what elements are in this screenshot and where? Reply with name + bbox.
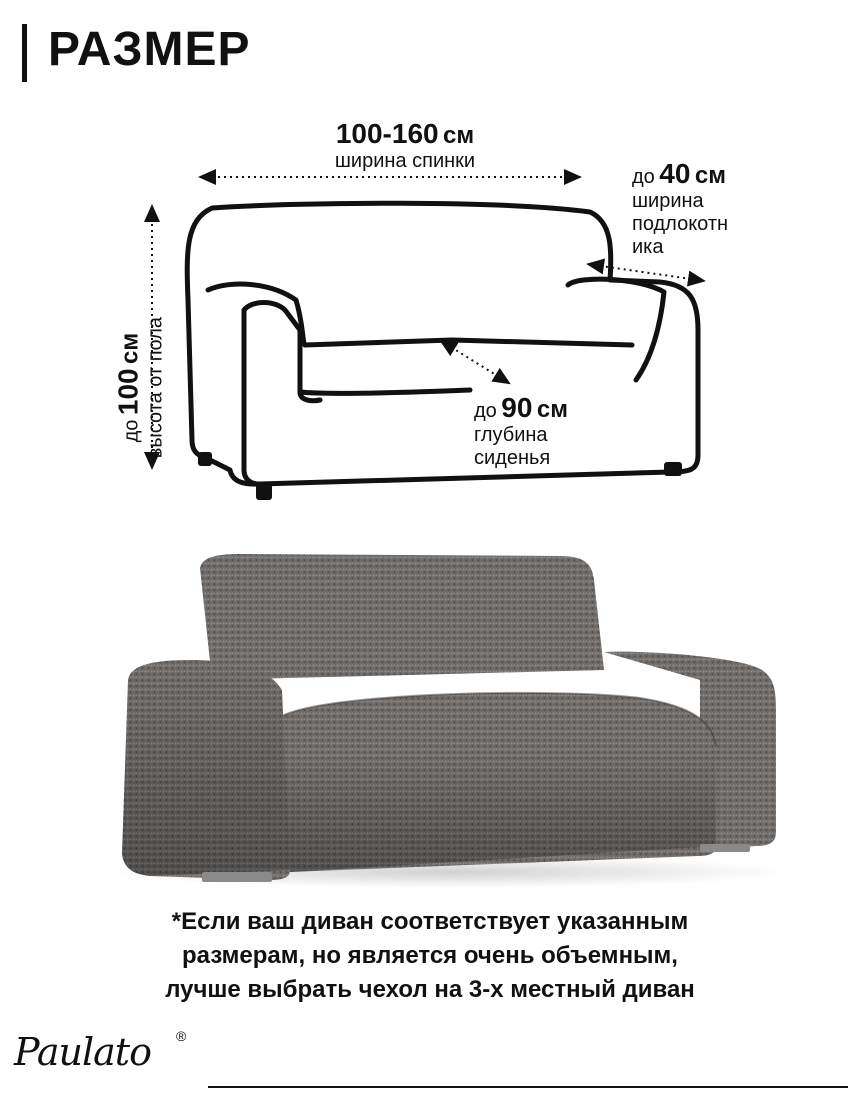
armrest-caption-line: ширина <box>632 190 704 213</box>
registered-mark: ® <box>176 1028 187 1044</box>
height-label <box>112 278 167 498</box>
seat-depth-label <box>474 392 674 470</box>
armrest-value: 40 <box>659 158 691 189</box>
sofa-leg <box>256 484 272 500</box>
armrest-label <box>632 158 832 259</box>
seat-depth-value: 90 <box>501 392 533 423</box>
sofa-back <box>200 554 604 680</box>
note-line: размерам, но является очень объемным, <box>182 942 678 969</box>
armrest-unit: см <box>694 162 726 189</box>
armrest-prefix: до <box>632 166 655 188</box>
sofa-product-photo <box>0 520 859 900</box>
brand-logo: Paulato <box>14 1030 151 1074</box>
size-recommendation-note <box>40 905 820 1007</box>
seat-depth-unit: см <box>536 396 568 423</box>
sofa-leg <box>198 452 212 466</box>
seat-depth-caption-line: глубина <box>474 424 548 447</box>
height-unit: см <box>116 332 144 364</box>
height-prefix: до <box>120 419 143 443</box>
page-title: РАЗМЕР <box>48 23 251 76</box>
armrest-caption-line: подлокотн <box>632 213 729 236</box>
seat-depth-prefix: до <box>474 400 497 422</box>
sofa-photo-leg <box>700 844 750 852</box>
footer-divider <box>208 1086 848 1088</box>
note-line: лучше выбрать чехол на 3-х местный диван <box>165 976 695 1003</box>
armrest-caption-line: ика <box>632 236 664 259</box>
back-width-value: 100-160 <box>335 118 439 149</box>
sofa-photo-leg <box>202 872 272 882</box>
back-width-unit: см <box>443 122 475 149</box>
height-value: 100 <box>112 368 144 416</box>
note-line: *Если ваш диван соответствует указанным <box>171 908 689 935</box>
back-width-label <box>240 118 570 173</box>
height-caption: высота от пола <box>144 316 167 459</box>
back-width-caption: ширина спинки <box>334 150 476 173</box>
seat-depth-caption-line: сиденья <box>474 447 551 470</box>
